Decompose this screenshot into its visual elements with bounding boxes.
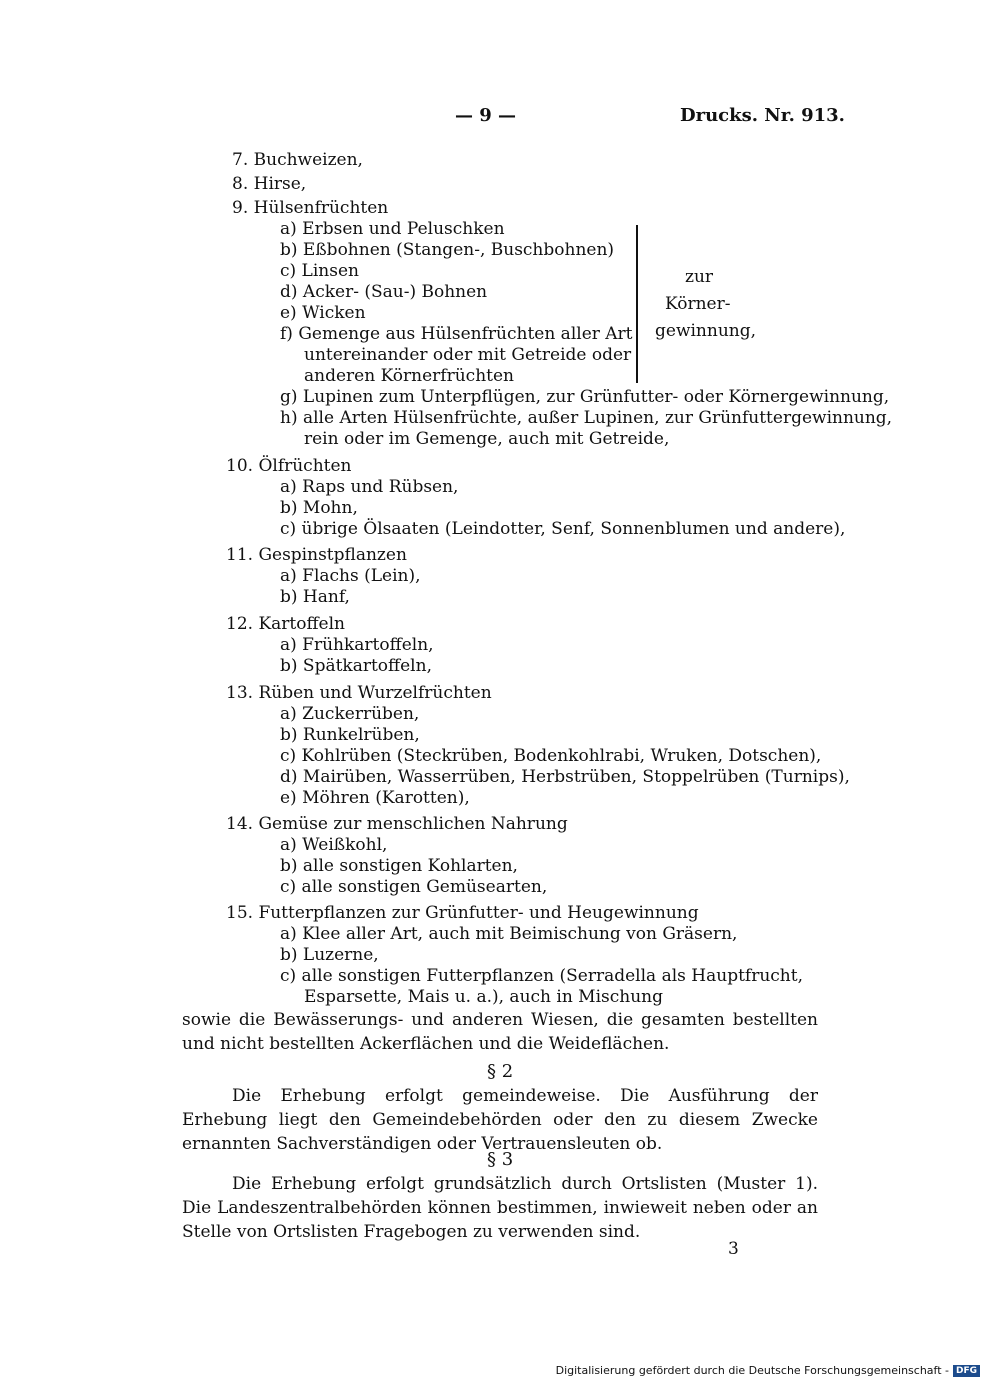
list-item: a) Flachs (Lein), [280,566,421,586]
list-item: untereinander oder mit Getreide oder [304,345,632,365]
list-item: anderen Körnerfrüchten [304,366,514,386]
list-item: rein oder im Gemenge, auch mit Getreide, [304,429,670,449]
list-item: 11. Gespinstpflanzen [226,545,407,565]
brace-label: gewinnung, [655,321,757,341]
footer [556,1364,980,1377]
list-item: f) Gemenge aus Hülsenfrüchten aller Art [280,324,633,344]
list-item: e) Wicken [280,303,366,323]
section-text: Die Erhebung erfolgt grundsätzlich durch Ortslisten (Muster 1). Die Landeszentralbehörden können bestimmen, inwieweit neben oder an Stelle von Ortslisten Fragebogen zu verwenden sind. [182,1174,818,1242]
brace-label: Körner- [665,294,731,314]
list-item: h) alle Arten Hülsenfrüchte, außer Lupinen, zur Grünfuttergewinnung, [280,408,893,428]
list-item: b) Mohn, [280,498,358,518]
list-item: 13. Rüben und Wurzelfrüchten [226,683,492,703]
list-item: c) alle sonstigen Gemüsearten, [280,877,548,897]
list-item: g) Lupinen zum Unterpflügen, zur Grünfutter- oder Körnergewinnung, [280,387,890,407]
closing-paragraph: sowie die Bewässerungs- und anderen Wiesen, die gesamten bestellten und nicht bestellten Ackerflächen und die Weideflächen. [182,1010,818,1054]
list-item: a) Klee aller Art, auch mit Beimischung von Gräsern, [280,924,738,944]
list-item: 7. Buchweizen, [232,150,363,170]
list-item: b) alle sonstigen Kohlarten, [280,856,518,876]
list-item: c) Kohlrüben (Steckrüben, Bodenkohlrabi, Wruken, Dotschen), [280,746,822,766]
signature-mark: 3 [728,1239,739,1259]
list-item: a) Erbsen und Peluschken [280,219,505,239]
list-item: 9. Hülsenfrüchten [232,198,389,218]
list-item: 14. Gemüse zur menschlichen Nahrung [226,814,568,834]
document-reference: Drucks. Nr. 913. [680,105,845,126]
list-item: a) Weißkohl, [280,835,388,855]
list-item: b) Hanf, [280,587,350,607]
section-text: Die Erhebung erfolgt gemeindeweise. Die Ausführung der Erhebung liegt den Gemeindebehörden oder den zu diesem Zwecke ernannten Sachverständigen oder Vertrauensleuten ob. [182,1086,818,1154]
list-item: a) Zuckerrüben, [280,704,420,724]
list-item: c) übrige Ölsaaten (Leindotter, Senf, Sonnenblumen und andere), [280,519,846,539]
list-item: 8. Hirse, [232,174,307,194]
list-item: c) alle sonstigen Futterpflanzen (Serradella als Hauptfrucht, [280,966,803,986]
list-item: a) Raps und Rübsen, [280,477,459,497]
list-item: 10. Ölfrüchten [226,456,352,476]
brace-label: zur [685,267,714,287]
list-item: b) Eßbohnen (Stangen-, Buschbohnen) [280,240,615,260]
page-marker: — 9 — [455,105,517,126]
list-item: 15. Futterpflanzen zur Grünfutter- und Heugewinnung [226,903,699,923]
section-heading: § 2 [487,1061,514,1082]
section-heading: § 3 [487,1149,514,1170]
list-item: 12. Kartoffeln [226,614,345,634]
list-item: Esparsette, Mais u. a.), auch in Mischung [304,987,664,1007]
footer-text: Digitalisierung gefördert durch die Deutsche Forschungsgemeinschaft - [555,1364,949,1377]
dfg-logo: DFG [953,1365,980,1377]
list-item: c) Linsen [280,261,359,281]
list-item: b) Luzerne, [280,945,379,965]
list-item: e) Möhren (Karotten), [280,788,470,808]
list-item: a) Frühkartoffeln, [280,635,434,655]
list-item: b) Spätkartoffeln, [280,656,432,676]
brace [636,225,648,383]
list-item: d) Acker- (Sau-) Bohnen [280,282,488,302]
list-item: b) Runkelrüben, [280,725,420,745]
list-item: d) Mairüben, Wasserrüben, Herbstrüben, Stoppelrüben (Turnips), [280,767,850,787]
